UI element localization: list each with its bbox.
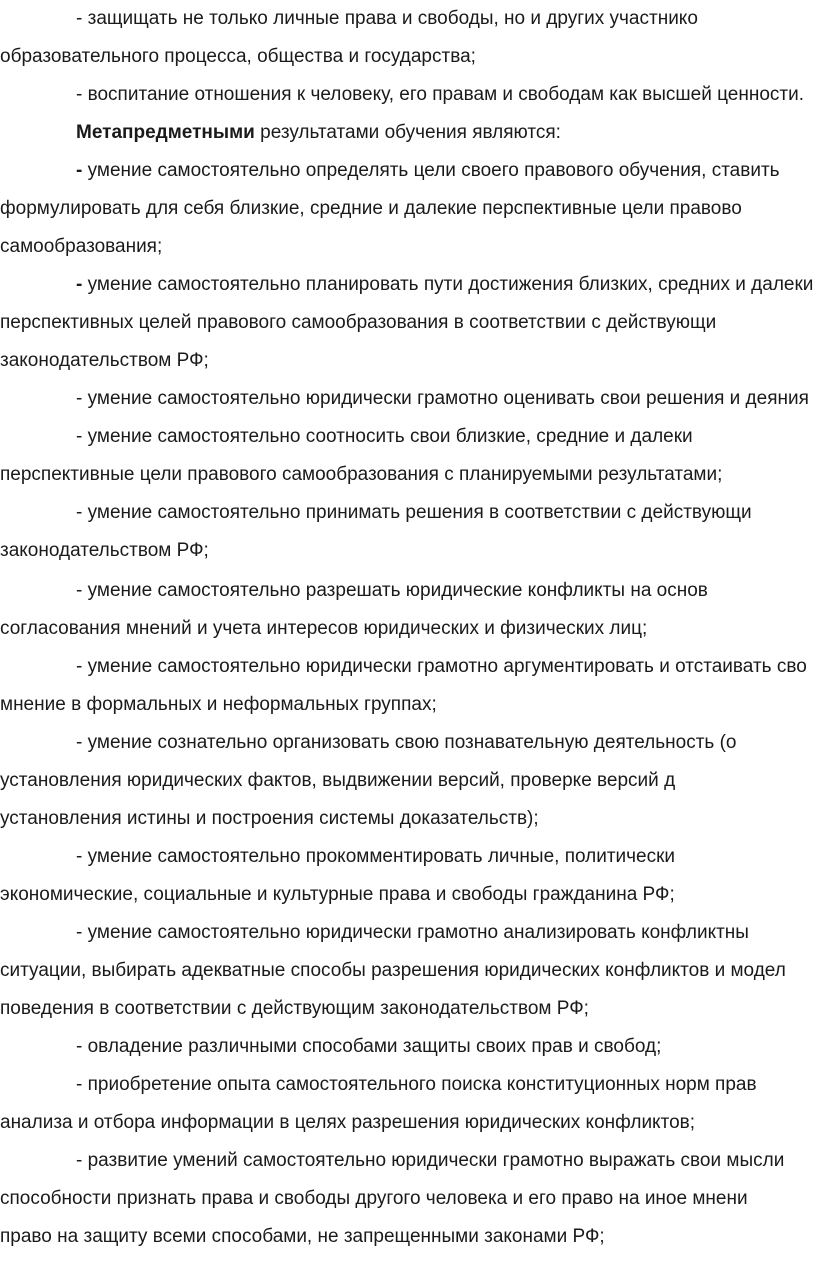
text-line (0, 650, 816, 684)
text-line (0, 154, 816, 188)
text-line (0, 534, 816, 568)
text-line (0, 1030, 816, 1064)
line-text: право на защиту всеми способами, не запрещенными законами РФ; (0, 1226, 605, 1247)
bullet-dash: - (76, 274, 83, 295)
text-line (0, 496, 816, 530)
bullet-dash: - (76, 160, 83, 181)
line-text: - умение самостоятельно соотносить свои близкие, средние и далеки (76, 426, 693, 447)
text-line (0, 1106, 816, 1140)
text-line (0, 78, 816, 112)
line-text: экономические, социальные и культурные права и свободы гражданина РФ; (0, 884, 675, 905)
text-line (0, 458, 816, 492)
text-line (0, 802, 816, 836)
line-text: самообразования; (0, 236, 163, 257)
line-text: результатами обучения являются: (254, 122, 561, 143)
text-line (0, 382, 816, 416)
line-text: согласования мнений и учета интересов юридических и физических лиц; (0, 618, 648, 639)
line-text: мнение в формальных и неформальных группах; (0, 694, 437, 715)
text-line (0, 306, 816, 340)
line-text: умение самостоятельно планировать пути достижения близких, средних и далеки (82, 274, 814, 295)
text-line (0, 1144, 816, 1178)
line-text: ситуации, выбирать адекватные способы разрешения юридических конфликтов и модел (0, 960, 786, 981)
text-line (0, 1182, 816, 1216)
line-text: - умение самостоятельно юридически грамотно аргументировать и отстаивать сво (76, 656, 807, 677)
line-text: - умение самостоятельно юридически грамотно анализировать конфликтны (76, 922, 749, 943)
heading-bold: Метапредметными (76, 122, 255, 143)
text-line (0, 954, 816, 988)
line-text: - развитие умений самостоятельно юридически грамотно выражать свои мысли (76, 1150, 785, 1171)
line-text: образовательного процесса, общества и государства; (0, 46, 476, 67)
line-text: - умение самостоятельно принимать решения в соответствии с действующи (76, 502, 752, 523)
line-text: - умение самостоятельно прокомментировать личные, политически (76, 846, 676, 867)
text-line (0, 764, 816, 798)
text-line (0, 840, 816, 874)
text-line (0, 992, 816, 1026)
line-text: - умение самостоятельно разрешать юридические конфликты на основ (76, 580, 708, 601)
text-line (0, 726, 816, 760)
text-line (0, 574, 816, 608)
line-text: - приобретение опыта самостоятельного поиска конституционных норм прав (76, 1074, 757, 1095)
line-text: установления истины и построения системы доказательств); (0, 808, 539, 829)
text-line (0, 40, 816, 74)
line-text: законодательством РФ; (0, 540, 209, 561)
text-line (0, 344, 816, 378)
line-text: анализа и отбора информации в целях разрешения юридических конфликтов; (0, 1112, 696, 1133)
text-line (0, 192, 816, 226)
line-text: - умение сознательно организовать свою познавательную деятельность (о (76, 732, 737, 753)
line-text: перспективных целей правового самообразования в соответствии с действующи (0, 312, 717, 333)
line-text: способности признать права и свободы другого человека и его право на иное мнени (0, 1188, 748, 1209)
text-line (0, 916, 816, 950)
line-text: - воспитание отношения к человеку, его правам и свободам как высшей ценности. (76, 84, 805, 105)
line-text: установления юридических фактов, выдвижении версий, проверке версий д (0, 770, 676, 791)
line-text: - умение самостоятельно юридически грамотно оценивать свои решения и деяния (76, 388, 809, 409)
text-line (0, 2, 816, 36)
text-line (0, 230, 816, 264)
text-line (0, 268, 816, 302)
line-text: умение самостоятельно определять цели своего правового обучения, ставить (82, 160, 780, 181)
line-text: - защищать не только личные права и свободы, но и других участнико (76, 8, 698, 29)
text-line (0, 420, 816, 454)
section-heading (0, 116, 816, 150)
line-text: законодательством РФ; (0, 350, 209, 371)
text-line (0, 878, 816, 912)
text-line (0, 1068, 816, 1102)
line-text: - овладение различными способами защиты своих прав и свобод; (76, 1036, 662, 1057)
text-line (0, 688, 816, 722)
line-text: перспективные цели правового самообразования с планируемыми результатами; (0, 464, 723, 485)
text-line (0, 1220, 816, 1254)
line-text: формулировать для себя близкие, средние и далекие перспективные цели правово (0, 198, 742, 219)
text-line (0, 612, 816, 646)
line-text: поведения в соответствии с действующим законодательством РФ; (0, 998, 589, 1019)
